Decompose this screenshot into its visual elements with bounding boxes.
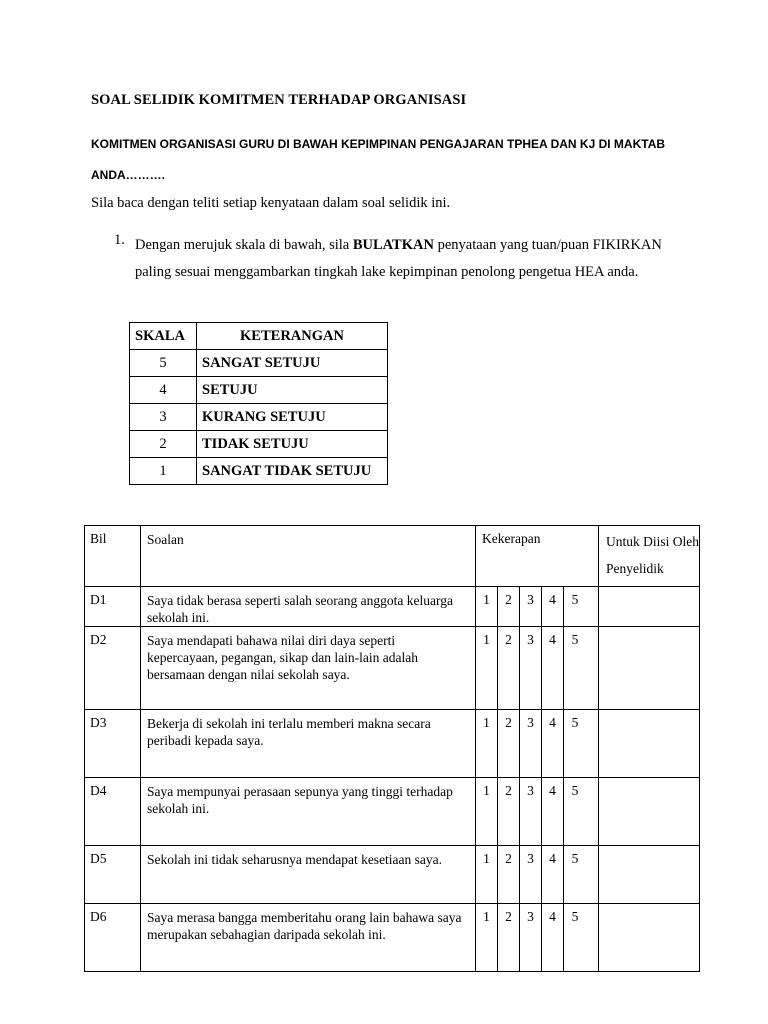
scale-description: SANGAT TIDAK SETUJU [197, 458, 388, 485]
question-id: D5 [85, 846, 141, 904]
option-5[interactable]: 5 [571, 783, 579, 798]
untuk-diisi-header: Untuk Diisi Oleh Penyelidik [599, 526, 700, 587]
option-3[interactable]: 3 [520, 846, 542, 903]
question-number: 1. [114, 232, 125, 248]
option-2[interactable]: 2 [498, 904, 520, 971]
scale-row [130, 458, 388, 485]
scale-row [130, 404, 388, 431]
scale-description: SETUJU [197, 377, 388, 404]
option-2[interactable]: 2 [498, 846, 520, 903]
option-1[interactable]: 1 [476, 904, 498, 971]
option-4[interactable]: 4 [542, 587, 564, 626]
option-5[interactable]: 5 [571, 592, 579, 607]
option-4[interactable]: 4 [542, 778, 564, 845]
option-3[interactable]: 3 [520, 710, 542, 777]
question-text: Saya mendapati bahawa nilai diri daya seperti kepercayaan, pegangan, sikap dan lain-lain adalah bersamaan dengan nilai sekolah saya. [141, 627, 476, 710]
instruction-text-before: Dengan merujuk skala di bawah, sila [135, 237, 353, 253]
question-text: Bekerja di sekolah ini terlalu memberi makna secara peribadi kepada saya. [141, 710, 476, 778]
option-5[interactable]: 5 [571, 632, 579, 647]
option-5[interactable]: 5 [571, 909, 579, 924]
skala-header: SKALA [130, 323, 197, 350]
researcher-cell[interactable] [599, 710, 700, 778]
kekerapan-header: Kekerapan [476, 526, 599, 587]
questionnaire-header-row [85, 526, 700, 587]
question-row [85, 904, 700, 972]
scale-value: 1 [130, 458, 197, 485]
kekerapan-options [476, 710, 599, 778]
scale-value: 3 [130, 404, 197, 431]
kekerapan-options [476, 587, 599, 627]
question-row [85, 627, 700, 710]
researcher-cell[interactable] [599, 904, 700, 972]
option-5[interactable]: 5 [571, 715, 579, 730]
page-title: SOAL SELIDIK KOMITMEN TERHADAP ORGANISASI [91, 92, 467, 108]
option-2[interactable]: 2 [498, 710, 520, 777]
option-3[interactable]: 3 [520, 778, 542, 845]
keterangan-header: KETERANGAN [197, 323, 388, 350]
question-row [85, 710, 700, 778]
question-id: D3 [85, 710, 141, 778]
kekerapan-options [476, 904, 599, 972]
soalan-header: Soalan [141, 526, 476, 587]
question-row [85, 846, 700, 904]
kekerapan-options [476, 778, 599, 846]
researcher-cell[interactable] [599, 587, 700, 627]
option-4[interactable]: 4 [542, 627, 564, 709]
scale-value: 5 [130, 350, 197, 377]
scale-legend-table [129, 322, 388, 485]
instruction-bold-word: BULATKAN [352, 237, 434, 253]
option-2[interactable]: 2 [498, 627, 520, 709]
option-4[interactable]: 4 [542, 846, 564, 903]
question-id: D1 [85, 587, 141, 627]
scale-description: KURANG SETUJU [197, 404, 388, 431]
option-1[interactable]: 1 [476, 627, 498, 709]
question-row [85, 587, 700, 627]
question-text: Sekolah ini tidak seharusnya mendapat kesetiaan saya. [141, 846, 476, 904]
scale-description: TIDAK SETUJU [197, 431, 388, 458]
survey-subtitle: KOMITMEN ORGANISASI GURU DI BAWAH KEPIMPINAN PENGAJARAN TPHEA DAN KJ DI MAKTAB ANDA………. [91, 137, 666, 182]
option-4[interactable]: 4 [542, 710, 564, 777]
scale-row [130, 350, 388, 377]
questionnaire-table [84, 525, 700, 972]
researcher-cell[interactable] [599, 846, 700, 904]
option-1[interactable]: 1 [476, 778, 498, 845]
question-text: Saya mempunyai perasaan sepunya yang tinggi terhadap sekolah ini. [141, 778, 476, 846]
scale-row [130, 377, 388, 404]
option-3[interactable]: 3 [520, 587, 542, 626]
kekerapan-options [476, 627, 599, 710]
option-5[interactable]: 5 [571, 851, 579, 866]
instruction-text-after: penyataan yang tuan/puan FIKIRKAN paling sesuai menggambarkan tingkah lake kepimpinan penolong pengetua HEA anda. [135, 237, 662, 280]
researcher-cell[interactable] [599, 627, 700, 710]
researcher-cell[interactable] [599, 778, 700, 846]
question-text: Saya merasa bangga memberitahu orang lain bahawa saya merupakan sebahagian daripada sekolah ini. [141, 904, 476, 972]
option-3[interactable]: 3 [520, 627, 542, 709]
option-1[interactable]: 1 [476, 846, 498, 903]
option-4[interactable]: 4 [542, 904, 564, 971]
intro-text: Sila baca dengan teliti setiap kenyataan dalam soal selidik ini. [91, 195, 451, 211]
question-instruction [135, 232, 695, 285]
option-1[interactable]: 1 [476, 710, 498, 777]
scale-value: 2 [130, 431, 197, 458]
question-id: D2 [85, 627, 141, 710]
option-3[interactable]: 3 [520, 904, 542, 971]
scale-value: 4 [130, 377, 197, 404]
scale-header-row [130, 323, 388, 350]
kekerapan-options [476, 846, 599, 904]
scale-description: SANGAT SETUJU [197, 350, 388, 377]
question-row [85, 778, 700, 846]
option-1[interactable]: 1 [476, 587, 498, 626]
scale-row [130, 431, 388, 458]
question-text: Saya tidak berasa seperti salah seorang anggota keluarga sekolah ini. [141, 587, 476, 627]
question-id: D6 [85, 904, 141, 972]
question-id: D4 [85, 778, 141, 846]
bil-header: Bil [85, 526, 141, 587]
option-2[interactable]: 2 [498, 778, 520, 845]
option-2[interactable]: 2 [498, 587, 520, 626]
